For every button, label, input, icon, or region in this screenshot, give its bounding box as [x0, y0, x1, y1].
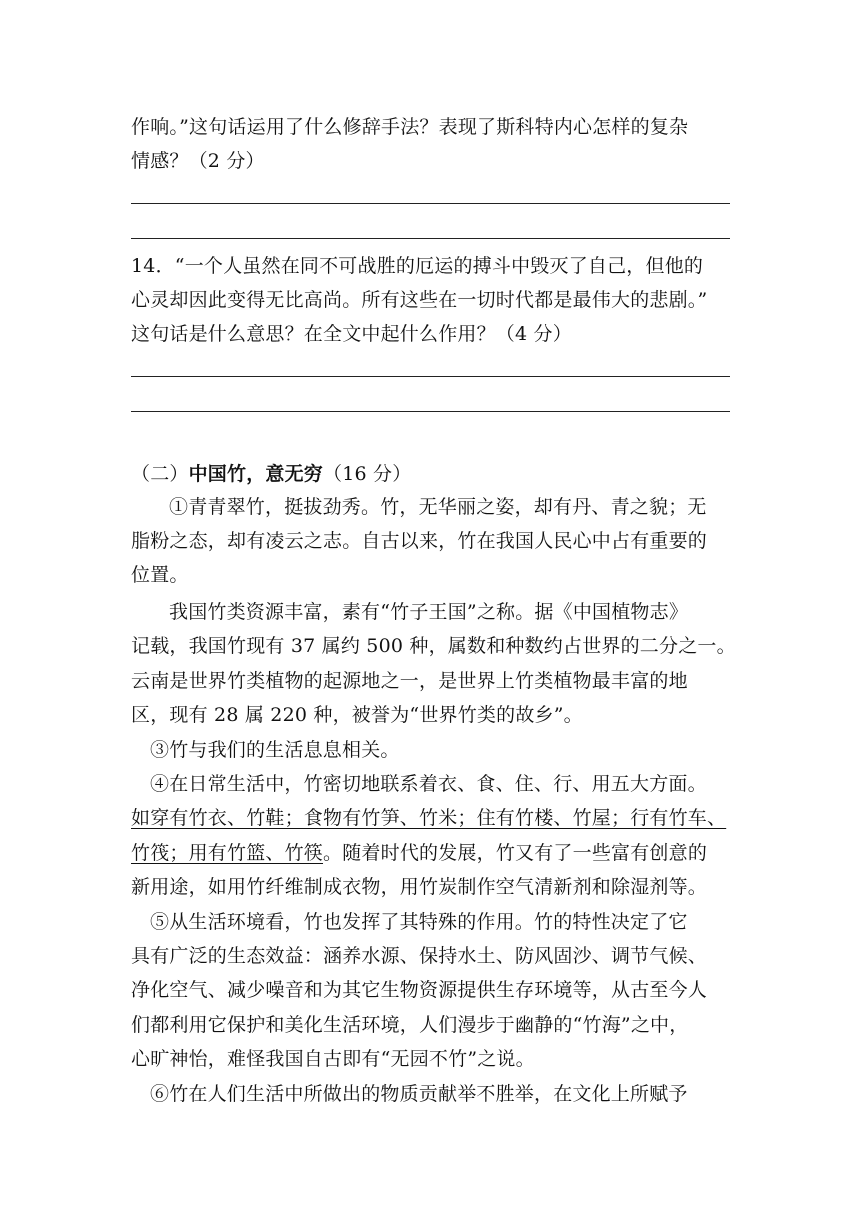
- section-heading: [131, 457, 731, 491]
- para2-line-4: 区，现有 28 属 220 种，被誉为“世界竹类的故乡”。: [131, 704, 583, 726]
- para5-line-4: 们都利用它保护和美化生活环境，人们漫步于幽静的“竹海”之中，: [131, 1014, 689, 1036]
- para1-line-1: ①青青翠竹，挺拔劲秀。竹，无华丽之姿，却有丹、青之貌；无: [169, 496, 707, 518]
- para3-line-1: ③竹与我们的生活息息相关。: [150, 739, 400, 761]
- para4-line-3-underlined: 竹筏；用有竹篮、竹筷: [131, 842, 324, 864]
- section-score: （16 分）: [323, 463, 412, 485]
- section-title: 中国竹，意无穷: [188, 463, 324, 485]
- para4-line-1: ④在日常生活中，竹密切地联系着衣、食、住、行、用五大方面。: [150, 773, 707, 795]
- q13-text-line-2: 情感？（2 分）: [131, 150, 265, 172]
- para5-line-1: ⑤从生活环境看，竹也发挥了其特殊的作用。竹的特性决定了它: [150, 911, 688, 933]
- q14-text-line-2: 心灵却因此变得无比高尚。所有这些在一切时代都是最伟大的悲剧。”: [131, 289, 708, 311]
- q14-text-line-3: 这句话是什么意思？在全文中起什么作用？（4 分）: [131, 323, 572, 345]
- para5-line-3: 净化空气、减少噪音和为其它生物资源提供生存环境等，从古至今人: [131, 979, 708, 1001]
- q13-answer-line-2[interactable]: [131, 238, 730, 239]
- para1-line-3: 位置。: [131, 564, 189, 586]
- para2-line-1: 我国竹类资源丰富，素有“竹子王国”之称。据《中国植物志》: [169, 601, 689, 623]
- q13-text-line-1: 作响。”这句话运用了什么修辞手法？表现了斯科特内心怎样的复杂: [131, 116, 689, 138]
- q13-answer-line-1[interactable]: [131, 203, 730, 204]
- para2-line-3: 云南是世界竹类植物的起源地之一，是世界上竹类植物最丰富的地: [131, 670, 688, 692]
- para4-line-4: 新用途，如用竹纤维制成衣物，用竹炭制作空气清新剂和除湿剂等。: [131, 876, 708, 898]
- para2-line-2: 记载，我国竹现有 37 属约 500 种，属数和种数约占世界的二分之一。: [131, 635, 736, 657]
- para1-line-2: 脂粉之态，却有凌云之志。自古以来，竹在我国人民心中占有重要的: [131, 530, 708, 552]
- q14-answer-line-2[interactable]: [131, 411, 730, 412]
- para6-line-1: ⑥竹在人们生活中所做出的物质贡献举不胜举，在文化上所赋予: [150, 1083, 688, 1105]
- para4-line-3: [131, 836, 731, 870]
- para4-line-3-rest: 。随着时代的发展，竹又有了一些富有创意的: [323, 842, 708, 864]
- q14-answer-line-1[interactable]: [131, 376, 730, 377]
- para4-line-2-underlined: 如穿有竹衣、竹鞋；食物有竹笋、竹米；住有竹楼、竹屋；行有竹车、: [131, 807, 727, 829]
- para5-line-2: 具有广泛的生态效益：涵养水源、保持水土、防风固沙、调节气候、: [131, 945, 708, 967]
- para5-line-5: 心旷神怡，难怪我国自古即有“无园不竹”之说。: [131, 1048, 535, 1070]
- section-prefix: （二）: [131, 463, 189, 485]
- q14-text-line-1: 14．“一个人虽然在同不可战胜的厄运的搏斗中毁灭了自己，但他的: [131, 255, 704, 277]
